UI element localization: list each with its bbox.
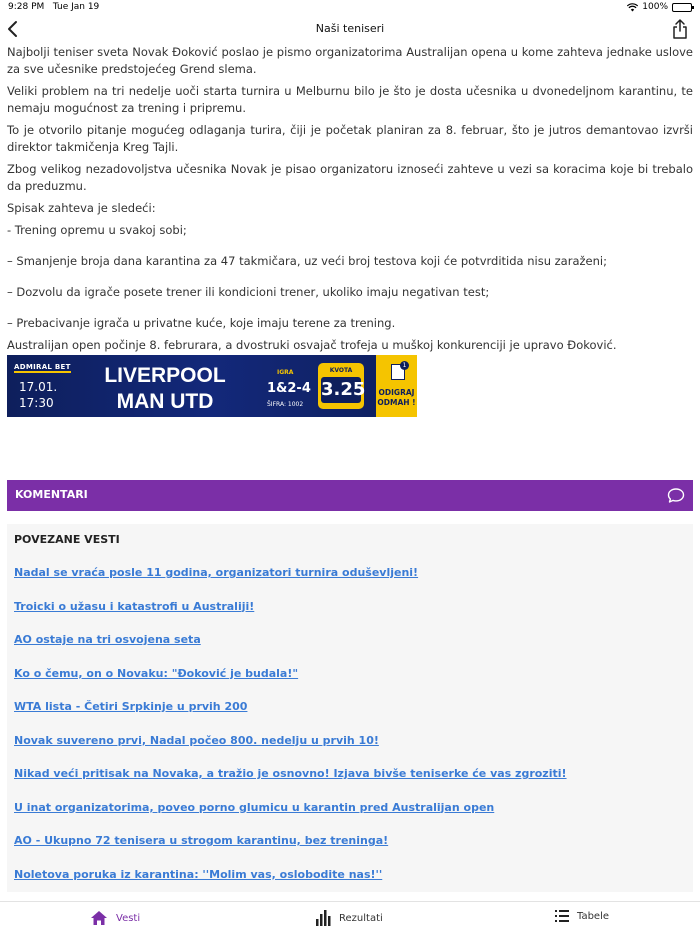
related-link[interactable]: U inat organizatorima, poveo porno glumicu u karantin pred Australijan open [14,800,495,814]
tab-rezultati[interactable] [316,910,383,926]
banner-cta-label: ODIGRAJ ODMAH ! [377,388,416,407]
article-paragraph: Veliki problem na tri nedelje uoči starta turnira u Melburnu bilo je što je dosta učesnika u dvonedeljnom karantinu, te nemaju mogućnost za trening i pripremu. [7,84,693,115]
ad-banner[interactable] [7,355,417,417]
ticket-icon: 1 [391,364,405,380]
article-list-item: – Smanjenje broja dana karantina za 47 takmičara, uz veći broj testova koji će potvrditida nisu zaraženi; [7,254,607,268]
status-time: 9:28 PM Tue Jan 19 [8,2,100,12]
list-item [14,834,567,868]
banner-teams: LIVERPOOL MAN UTD [104,364,226,413]
article-paragraph: Australijan open počinje 8. februrara, a dvostruki osvajač trofeja u muškoj konkurenciji je upravo Đoković. [7,338,617,352]
list-item [14,566,567,600]
status-bar [0,0,700,14]
share-icon[interactable] [670,18,690,40]
tab-vesti[interactable] [90,910,140,926]
article-list-item: - Trening opremu u svakoj sobi; [7,223,187,237]
related-link[interactable]: AO - Ukupno 72 tenisera u strogom karantinu, bez treninga! [14,834,389,847]
article-paragraph: To je otvorilo pitanje mogućeg odlaganja turira, čiji je početak planiran za 8. februar, što je jutros demantovao izvrši direktor takmičenja Kreg Tajli. [7,123,693,154]
tab-label: Rezultati [339,912,383,924]
related-list [14,566,567,901]
article-list-item: – Prebacivanje igrača u privatne kuće, koje imaju terene za trening. [7,316,396,330]
related-news [7,524,693,892]
banner-odds-label: KVOTA [329,367,353,374]
related-link[interactable]: Troicki o užasu i katastrofi u Australiji! [14,599,255,613]
status-right [627,2,692,12]
tab-label: Vesti [116,912,141,924]
list-icon [555,910,569,922]
related-link[interactable]: Novak suvereno prvi, Nadal počeo 800. nedelju u prvih 10! [14,733,379,747]
list-item [14,767,567,801]
related-link[interactable]: WTA lista - Četiri Srpkinje u prvih 200 [14,700,248,713]
home-icon [90,910,108,926]
battery-icon [672,3,692,12]
related-link[interactable]: AO ostaje na tri osvojena seta [14,633,201,646]
list-item [14,868,567,902]
banner-cta[interactable] [376,355,417,417]
related-link[interactable]: Noletova poruka iz karantina: ''Molim vas, oslobodite nas!'' [14,867,383,881]
article-paragraph: Najbolji teniser sveta Novak Đoković poslao je pismo organizatorima Australijan opena u kome zahteva jednake uslove za sve učesnike predstojećeg Grend slema. [7,45,693,76]
list-item [14,633,567,667]
list-item [14,600,567,634]
related-link[interactable]: Nadal se vraća posle 11 godina, organizatori turnira oduševljeni! [14,566,419,579]
article-paragraph: Zbog velikog nezadovoljstva učesnika Novak je pisao organizatoru iznoseći zahteve u vezi sa koracima koje bi trebalo da preduzmu. [7,162,693,193]
related-link[interactable]: Nikad veći pritisak na Novaka, a tražio je osnovno! Izjava bivše teniserke će vas zgroziti! [14,767,567,780]
related-link[interactable]: Ko o čemu, on o Novaku: "Đoković je budala!" [14,666,299,680]
wifi-icon [627,3,638,12]
list-item [14,667,567,701]
related-title: POVEZANE VESTI [14,533,120,546]
banner-datetime: 17.01. 17:30 [19,380,58,410]
battery-percent: 100% [642,2,668,12]
tab-tabele[interactable] [555,910,609,922]
comments-bar[interactable] [7,480,693,511]
banner-code: ŠIFRA: 1002 [267,401,304,408]
tab-bar [0,901,700,934]
page-title: Naši teniseri [315,22,385,35]
comments-label: KOMENTARI [15,488,88,501]
banner-brand-logo: ADMIRAL BET [14,363,71,371]
list-item [14,734,567,768]
nav-bar [0,14,700,44]
article-paragraph: Spisak zahteva je sledeći: [7,201,156,215]
banner-odds-value: 3.25 [321,377,361,403]
bar-chart-icon [316,910,331,926]
article-list-item: – Dozvolu da igrače posete trener ili kondicioni trener, ukoliko imaju negativan test; [7,285,490,299]
banner-tip: 1&2-4 [267,381,311,396]
tab-label: Tabele [577,910,610,922]
article-body [7,44,693,359]
speech-bubble-icon [667,487,685,504]
list-item [14,801,567,835]
list-item [14,700,567,734]
banner-tip-label: IGRA [277,369,294,376]
banner-odds [318,363,364,409]
